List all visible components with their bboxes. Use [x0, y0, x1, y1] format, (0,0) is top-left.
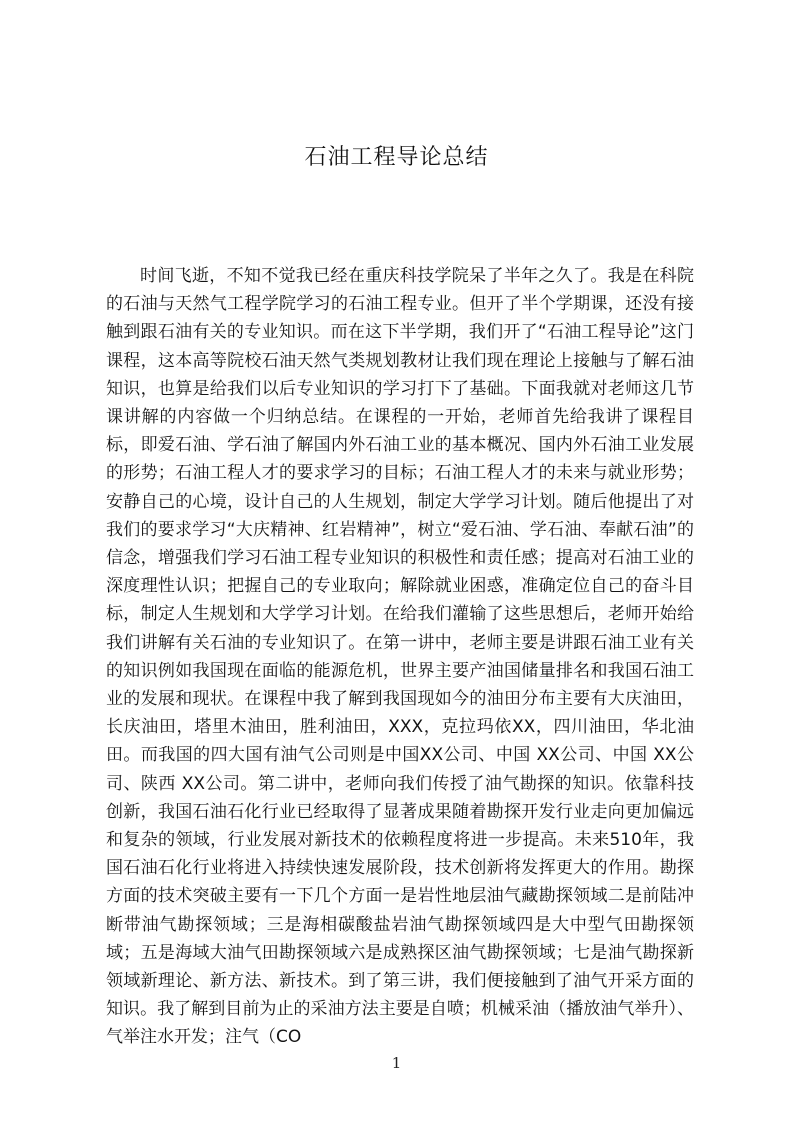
body-paragraph: 时间飞逝，不知不觉我已经在重庆科技学院呆了半年之久了。我是在科院的石油与天然气工程学院学习的石油工程专业。但开了半个学期课，还没有接触到跟石油有关的专业知识。而在这下半学期，我们开了“石油工程导论”这门课程，这本高等院校石油天然气类规划教材让我们现在理论上接触与了解石油知识，也算是给我们以后专业知识的学习打下了基础。下面我就对老师这几节课讲解的内容做一个归纳总结。在课程的一开始，老师首先给我讲了课程目标，即爱石油、学石油了解国内外石油工业的基本概况、国内外石油工业发展的形势；石油工程人才的要求学习的目标；石油工程人才的未来与就业形势；安静自己的心境，设计自己的人生规划，制定大学学习计划。随后他提出了对我们的要求学习“大庆精神、红岩精神”，树立“爱石油、学石油、奉献石油”的信念，增强我们学习石油工程专业知识的积极性和责任感；提高对石油工业的深度理性认识；把握自己的专业取向；解除就业困惑，准确定位自己的奋斗目标，制定人生规划和大学学习计划。在给我们灌输了这些思想后，老师开始给我们讲解有关石油的专业知识了。在第一讲中，老师主要是讲跟石油工业有关的知识例如我国现在面临的能源危机，世界主要产油国储量排名和我国石油工业的发展和现状。在课程中我了解到我国现如今的油田分布主要有大庆油田，长庆油田，塔里木油田，胜利油田，XXX，克拉玛依XX，四川油田，华北油田。而我国的四大国有油气公司则是中国XX公司、中国 XX公司、中国 XX公司、陕西 XX公司。第二讲中，老师向我们传授了油气勘探的知识。依靠科技创新，我国石油石化行业已经取得了显著成果随着勘探开发行业走向更加偏远和复杂的领域，行业发展对新技术的依赖程度将进一步提高。未来510年，我国石油石化行业将进入持续快速发展阶段，技术创新将发挥更大的作用。勘探方面的技术突破主要有一下几个方面一是岩性地层油气藏勘探领域二是前陆冲断带油气勘探领域；三是海相碳酸盐岩油气勘探领域四是大中型气田勘探领域；五是海域大油气田勘探领域六是成熟探区油气勘探领域；七是油气勘探新领域新理论、新方法、新技术。到了第三讲，我们便接触到了油气开采方面的知识。我了解到目前为止的采油方法主要是自喷；机械采油（播放油气举升）、气举注水开发；注气（CO	[106, 266, 694, 1048]
page-number: 1	[391, 1054, 402, 1072]
page-title: 石油工程导论总结	[304, 145, 489, 170]
